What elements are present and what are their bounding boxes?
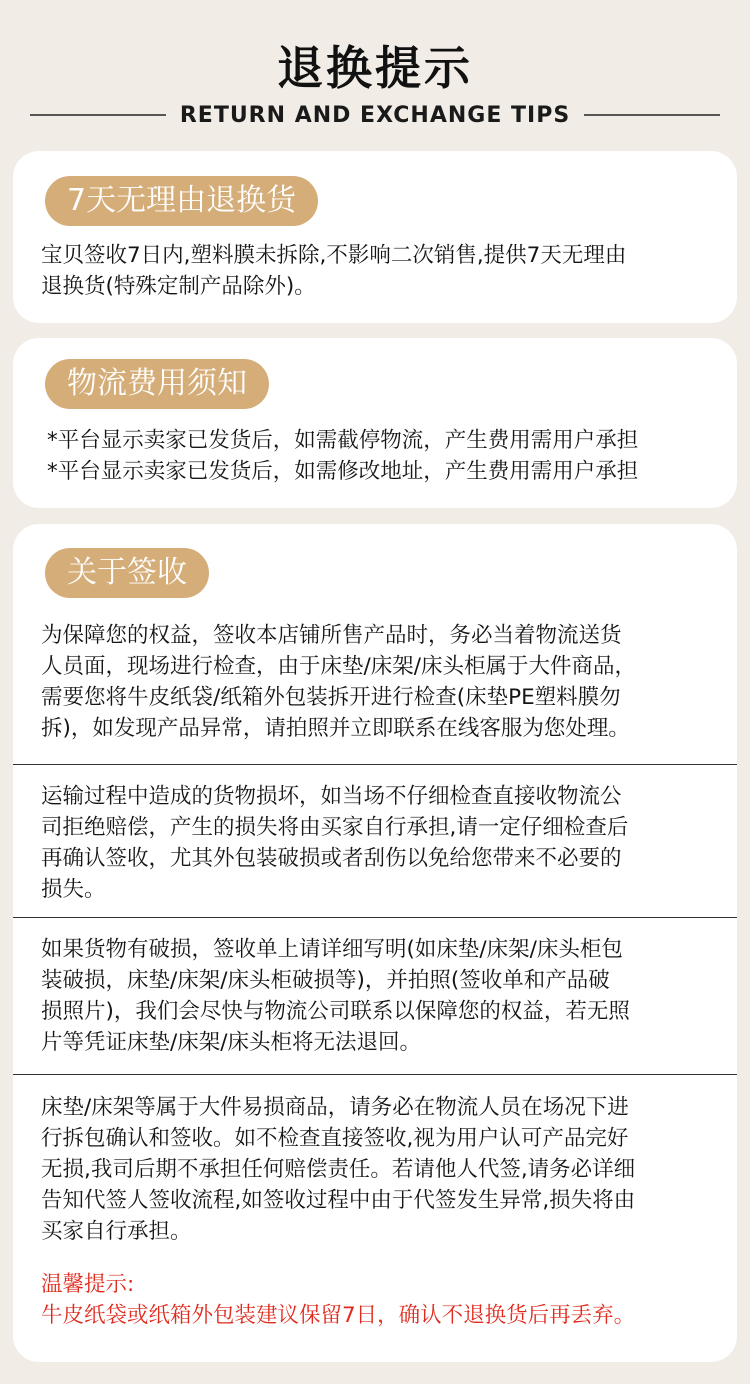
text-line: *平台显示卖家已发货后，如需修改地址，产生费用需用户承担 (47, 459, 639, 484)
text-line: 宝贝签收7日内,塑料膜未拆除,不影响二次销售,提供7天无理由 (41, 243, 627, 268)
text-line: 床垫/床架等属于大件易损商品，请务必在物流人员在场况下进 (41, 1095, 629, 1120)
page-title: 退换提示 (277, 41, 473, 95)
return-policy-card (13, 151, 737, 323)
text-line: 司拒绝赔偿，产生的损失将由买家自行承担,请一定仔细检查后 (41, 815, 629, 840)
text-line: 损失。 (41, 877, 106, 902)
signing-card (13, 524, 737, 1362)
paragraph-divider (13, 1074, 737, 1075)
shipping-fee-text (47, 425, 727, 487)
text-line: 行拆包确认和签收。如不检查直接签收,视为用户认可产品完好 (41, 1126, 629, 1151)
page-subtitle: RETURN AND EXCHANGE TIPS (179, 102, 571, 128)
divider-left (30, 114, 166, 116)
shipping-fee-card (13, 338, 737, 508)
text-line: 买家自行承担。 (41, 1219, 192, 1244)
return-policy-text (41, 240, 721, 302)
signing-paragraph-2 (41, 781, 721, 905)
text-line: 运输过程中造成的货物损坏，如当场不仔细检查直接收物流公 (41, 784, 622, 809)
subtitle-row (30, 100, 720, 130)
text-line: 人员面，现场进行检查，由于床垫/床架/床头柜属于大件商品， (41, 654, 636, 679)
warm-tip-title: 温馨提示: (41, 1272, 135, 1297)
text-line: 损照片)，我们会尽快与物流公司联系以保障您的权益，若无照 (41, 999, 630, 1024)
divider-right (584, 114, 720, 116)
shipping-fee-badge: 物流费用须知 (45, 359, 269, 409)
text-line: 再确认签收，尤其外包装破损或者刮伤以免给您带来不必要的 (41, 846, 622, 871)
signing-badge: 关于签收 (45, 548, 209, 598)
warm-tip (41, 1269, 721, 1331)
text-line: 退换货(特殊定制产品除外)。 (41, 274, 316, 299)
warm-tip-text: 牛皮纸袋或纸箱外包装建议保留7日，确认不退换货后再丢弃。 (41, 1303, 636, 1328)
text-line: 装破损，床垫/床架/床头柜破损等)，并拍照(签收单和产品破 (41, 968, 610, 993)
text-line: 告知代签人签收流程,如签收过程中由于代签发生异常,损失将由 (41, 1188, 636, 1213)
paragraph-divider (13, 764, 737, 765)
paragraph-divider (13, 917, 737, 918)
signing-paragraph-1 (41, 620, 721, 744)
text-line: 为保障您的权益，签收本店铺所售产品时，务必当着物流送货 (41, 623, 622, 648)
text-line: 片等凭证床垫/床架/床头柜将无法退回。 (41, 1030, 421, 1055)
text-line: 需要您将牛皮纸袋/纸箱外包装拆开进行检查(床垫PE塑料膜勿 (41, 685, 621, 710)
signing-paragraph-4 (41, 1092, 721, 1247)
text-line: *平台显示卖家已发货后，如需截停物流，产生费用需用户承担 (47, 428, 639, 453)
text-line: 如果货物有破损，签收单上请详细写明(如床垫/床架/床头柜包 (41, 937, 623, 962)
text-line: 无损,我司后期不承担任何赔偿责任。若请他人代签,请务必详细 (41, 1157, 636, 1182)
return-policy-badge: 7天无理由退换货 (45, 176, 318, 226)
text-line: 拆)，如发现产品异常，请拍照并立即联系在线客服为您处理。 (41, 716, 630, 741)
signing-paragraph-3 (41, 934, 721, 1058)
